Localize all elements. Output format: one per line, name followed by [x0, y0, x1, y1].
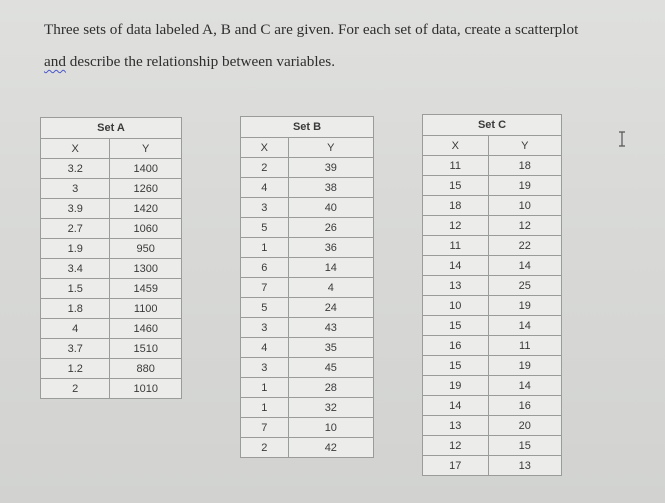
set-c-y-cell: 19 [488, 176, 561, 196]
table-row [41, 379, 182, 399]
table-row [423, 376, 562, 396]
set-c-x-cell: 19 [423, 376, 489, 396]
set-b-y-cell: 38 [288, 178, 373, 198]
set-c-rows [423, 156, 562, 476]
table-row [241, 238, 374, 258]
set-a-x-cell: 1.2 [41, 359, 110, 379]
prompt-line-2 [44, 46, 644, 78]
table-row [423, 336, 562, 356]
table-row [423, 256, 562, 276]
set-a-y-cell: 1510 [110, 339, 182, 359]
set-a-x-header: X [41, 139, 110, 159]
set-b-y-cell: 28 [288, 378, 373, 398]
set-c-y-cell: 12 [488, 216, 561, 236]
table-row [41, 299, 182, 319]
set-c-y-cell: 25 [488, 276, 561, 296]
set-b-y-cell: 35 [288, 338, 373, 358]
set-b-x-cell: 4 [241, 178, 289, 198]
set-a-y-cell: 1420 [110, 199, 182, 219]
table-row [423, 236, 562, 256]
prompt-line-1: Three sets of data labeled A, B and C are given. For each set of data, create a scatterplot [44, 21, 579, 38]
set-c-y-cell: 19 [488, 356, 561, 376]
set-c-x-cell: 14 [423, 256, 489, 276]
prompt-line-2-rest: describe the relationship between variables. [65, 53, 335, 70]
set-c-x-cell: 16 [423, 336, 489, 356]
set-c-x-cell: 11 [423, 156, 489, 176]
set-a-y-cell: 1300 [110, 259, 182, 279]
set-c-y-cell: 22 [488, 236, 561, 256]
question-prompt [44, 14, 644, 78]
table-row [423, 216, 562, 236]
table-row [241, 258, 374, 278]
set-a-x-cell: 2.7 [41, 219, 110, 239]
set-a-y-cell: 880 [110, 359, 182, 379]
spellcheck-flagged-word[interactable]: and [44, 53, 66, 70]
table-row [41, 159, 182, 179]
set-b-y-cell: 36 [288, 238, 373, 258]
set-a-rows [41, 159, 182, 399]
set-b-y-cell: 4 [288, 278, 373, 298]
set-b-y-cell: 42 [288, 438, 373, 458]
set-a-y-header: Y [110, 139, 182, 159]
set-c-x-cell: 18 [423, 196, 489, 216]
table-row [423, 396, 562, 416]
set-c-y-cell: 15 [488, 436, 561, 456]
table-row [423, 196, 562, 216]
set-b-y-header: Y [288, 138, 373, 158]
set-b-x-cell: 1 [241, 398, 289, 418]
table-row [423, 436, 562, 456]
set-c-x-cell: 13 [423, 416, 489, 436]
table-row [241, 358, 374, 378]
set-b-x-cell: 1 [241, 378, 289, 398]
table-row [41, 219, 182, 239]
set-c-x-cell: 14 [423, 396, 489, 416]
table-row [241, 318, 374, 338]
table-row [241, 398, 374, 418]
table-row [241, 418, 374, 438]
set-a-table [40, 117, 182, 399]
table-row [41, 359, 182, 379]
set-a-y-cell: 1010 [110, 379, 182, 399]
set-a-y-cell: 1459 [110, 279, 182, 299]
table-row [241, 158, 374, 178]
table-row [241, 278, 374, 298]
set-a-x-cell: 2 [41, 379, 110, 399]
set-a-x-cell: 1.5 [41, 279, 110, 299]
set-c-x-cell: 17 [423, 456, 489, 476]
set-b-y-cell: 10 [288, 418, 373, 438]
set-c-y-header: Y [488, 136, 561, 156]
set-b-y-cell: 14 [288, 258, 373, 278]
table-row [241, 218, 374, 238]
table-row [423, 156, 562, 176]
set-b-x-cell: 1 [241, 238, 289, 258]
set-a-y-cell: 950 [110, 239, 182, 259]
table-row [423, 276, 562, 296]
set-a-y-cell: 1460 [110, 319, 182, 339]
table-row [41, 239, 182, 259]
table-row [423, 456, 562, 476]
table-row [241, 338, 374, 358]
set-c-y-cell: 10 [488, 196, 561, 216]
set-c-y-cell: 19 [488, 296, 561, 316]
set-b-y-cell: 40 [288, 198, 373, 218]
set-b-x-cell: 3 [241, 198, 289, 218]
set-c-x-cell: 12 [423, 216, 489, 236]
set-c-x-header: X [423, 136, 489, 156]
set-c-y-cell: 14 [488, 316, 561, 336]
set-a-title: Set A [41, 118, 182, 139]
set-b-table [240, 116, 374, 458]
set-b-y-cell: 43 [288, 318, 373, 338]
set-c-table [422, 114, 562, 476]
table-row [41, 319, 182, 339]
set-b-x-cell: 5 [241, 298, 289, 318]
set-a-x-cell: 3.7 [41, 339, 110, 359]
set-b-x-cell: 5 [241, 218, 289, 238]
table-row [423, 316, 562, 336]
set-a-x-cell: 1.8 [41, 299, 110, 319]
set-b-x-cell: 7 [241, 278, 289, 298]
set-a-y-cell: 1060 [110, 219, 182, 239]
set-c-y-cell: 16 [488, 396, 561, 416]
table-row [41, 279, 182, 299]
set-c-x-cell: 11 [423, 236, 489, 256]
table-row [41, 199, 182, 219]
set-c-x-cell: 15 [423, 356, 489, 376]
table-row [423, 416, 562, 436]
set-b-x-cell: 7 [241, 418, 289, 438]
set-a-y-cell: 1260 [110, 179, 182, 199]
table-row [41, 259, 182, 279]
table-row [241, 198, 374, 218]
set-b-x-cell: 3 [241, 318, 289, 338]
table-row [241, 438, 374, 458]
table-row [241, 178, 374, 198]
set-c-y-cell: 13 [488, 456, 561, 476]
set-b-y-cell: 24 [288, 298, 373, 318]
set-c-y-cell: 14 [488, 376, 561, 396]
set-a-x-cell: 3.9 [41, 199, 110, 219]
set-b-y-cell: 45 [288, 358, 373, 378]
set-b-title: Set B [241, 117, 374, 138]
table-row [423, 356, 562, 376]
set-b-x-cell: 3 [241, 358, 289, 378]
table-row [41, 339, 182, 359]
table-row [41, 179, 182, 199]
set-b-x-cell: 6 [241, 258, 289, 278]
set-b-x-cell: 2 [241, 158, 289, 178]
set-c-x-cell: 10 [423, 296, 489, 316]
set-b-x-cell: 4 [241, 338, 289, 358]
set-c-y-cell: 20 [488, 416, 561, 436]
set-b-x-cell: 2 [241, 438, 289, 458]
set-a-y-cell: 1100 [110, 299, 182, 319]
set-c-title: Set C [423, 115, 562, 136]
set-b-y-cell: 26 [288, 218, 373, 238]
table-row [423, 176, 562, 196]
set-b-rows [241, 158, 374, 458]
set-a-x-cell: 4 [41, 319, 110, 339]
set-b-y-cell: 39 [288, 158, 373, 178]
set-c-x-cell: 12 [423, 436, 489, 456]
table-row [423, 296, 562, 316]
set-a-x-cell: 3.2 [41, 159, 110, 179]
set-c-x-cell: 15 [423, 316, 489, 336]
set-a-y-cell: 1400 [110, 159, 182, 179]
table-row [241, 378, 374, 398]
set-c-y-cell: 18 [488, 156, 561, 176]
set-b-y-cell: 32 [288, 398, 373, 418]
table-row [241, 298, 374, 318]
set-c-y-cell: 11 [488, 336, 561, 356]
set-c-y-cell: 14 [488, 256, 561, 276]
set-c-x-cell: 13 [423, 276, 489, 296]
set-b-x-header: X [241, 138, 289, 158]
text-cursor-icon [617, 131, 627, 147]
set-a-x-cell: 3.4 [41, 259, 110, 279]
set-c-x-cell: 15 [423, 176, 489, 196]
set-a-x-cell: 3 [41, 179, 110, 199]
set-a-x-cell: 1.9 [41, 239, 110, 259]
